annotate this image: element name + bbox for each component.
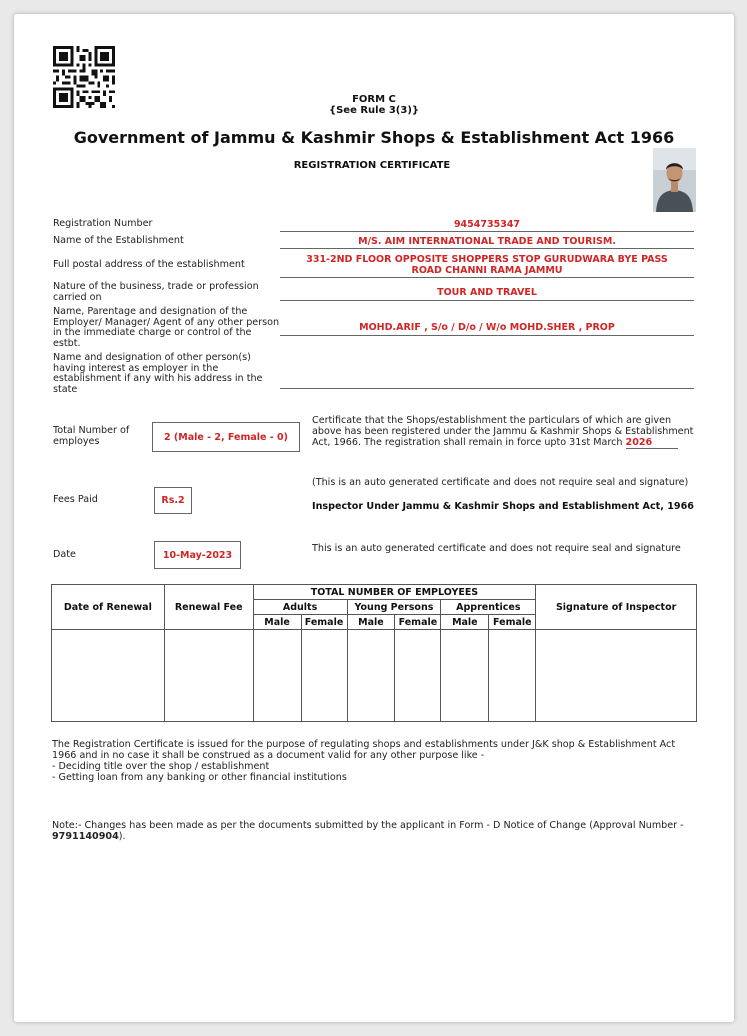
young-male-header: Male (347, 615, 395, 630)
address-label: Full postal address of the establishment (53, 259, 245, 270)
apprentices-male-header: Male (441, 615, 489, 630)
divider (280, 300, 694, 301)
table-cell (164, 630, 253, 722)
total-employees-header: TOTAL NUMBER OF EMPLOYEES (253, 585, 536, 600)
table-cell (441, 630, 489, 722)
address-line-2: ROAD CHANNI RAMA JAMMU (411, 265, 563, 276)
adults-female-header: Female (301, 615, 347, 630)
table-cell (301, 630, 347, 722)
validity-statement (312, 415, 697, 448)
purpose-bullet-2: - Getting loan from any banking or other financial institutions (52, 772, 347, 783)
date-label: Date (53, 549, 76, 560)
fees-label: Fees Paid (53, 494, 98, 505)
registration-number-value: 9454735347 (453, 219, 521, 230)
apprentices-header: Apprentices (441, 600, 536, 615)
establishment-name-label: Name of the Establishment (53, 235, 184, 246)
employer-value: MOHD.ARIF , S/o / D/o / W/o MOHD.SHER , PROP (359, 322, 615, 333)
certificate-title: Government of Jammu & Kashmir Shops & Establishment Act 1966 (73, 128, 675, 147)
address-line-1: 331-2ND FLOOR OPPOSITE SHOPPERS STOP GURUDWARA BYE PASS (306, 254, 668, 265)
young-persons-header: Young Persons (347, 600, 441, 615)
date-value-box: 10-May-2023 (154, 541, 241, 569)
auto-generated-note-1: (This is an auto generated certificate and does not require seal and signature) (312, 477, 689, 488)
table-cell (536, 630, 697, 722)
validity-year: 2026 (626, 437, 679, 449)
business-value: TOUR AND TRAVEL (437, 287, 537, 298)
registration-number-label: Registration Number (53, 218, 153, 229)
change-note-end: ). (118, 831, 126, 842)
apprentices-female-header: Female (489, 615, 536, 630)
other-persons-label: Name and designation of other person(s) having interest as employer in the establishment if any with his address in the state (53, 352, 263, 395)
form-rule: {See Rule 3(3)} (328, 105, 420, 116)
signature-header: Signature of Inspector (536, 585, 697, 630)
establishment-name-value: M/S. AIM INTERNATIONAL TRADE AND TOURISM. (358, 236, 616, 247)
table-cell (395, 630, 441, 722)
divider (280, 231, 694, 232)
purpose-bullet-1: - Deciding title over the shop / establishment (52, 761, 270, 772)
validity-text: Certificate that the Shops/establishment the particulars of which are given above has been registered under the Jammu & Kashmir Shops & Establishment Act, 1966. The registration shall remain in force upto 31st March (312, 415, 694, 448)
divider (280, 248, 694, 249)
divider (280, 335, 694, 336)
table-row (52, 630, 697, 722)
certificate-subtitle: REGISTRATION CERTIFICATE (293, 160, 451, 171)
form-name: FORM C (352, 94, 396, 105)
renewal-fee-header: Renewal Fee (164, 585, 253, 630)
certificate-page (14, 14, 734, 1022)
renewal-table (51, 584, 697, 722)
fees-value-box: Rs.2 (154, 487, 192, 514)
divider (280, 277, 694, 278)
business-label: Nature of the business, trade or profession carried on (53, 281, 259, 303)
adults-male-header: Male (253, 615, 301, 630)
adults-header: Adults (253, 600, 347, 615)
purpose-statement: The Registration Certificate is issued for the purpose of regulating shops and establishments under J&K shop & Establishment Act 1966 and in no case it shall be construed as a document valid for any other purpose like - (52, 739, 676, 761)
date-of-renewal-header: Date of Renewal (52, 585, 165, 630)
auto-generated-note-2: This is an auto generated certificate and does not require seal and signature (312, 543, 681, 554)
employer-label: Name, Parentage and designation of the Employer/ Manager/ Agent of any other person in the immediate charge or control of the estbt. (53, 306, 280, 349)
table-cell (52, 630, 165, 722)
divider (280, 388, 694, 389)
applicant-photo (653, 148, 696, 212)
table-cell (347, 630, 395, 722)
change-note-text: Note:- Changes has been made as per the documents submitted by the applicant in Form - D Notice of Change (Approval Number - (52, 820, 684, 831)
approval-number: 9791140904 (52, 831, 119, 842)
change-note (52, 820, 692, 842)
table-cell (253, 630, 301, 722)
inspector-designation: Inspector Under Jammu & Kashmir Shops and Establishment Act, 1966 (312, 501, 694, 512)
young-female-header: Female (395, 615, 441, 630)
table-cell (489, 630, 536, 722)
employees-value-box: 2 (Male - 2, Female - 0) (152, 422, 300, 452)
employees-label: Total Number of employes (53, 425, 130, 447)
